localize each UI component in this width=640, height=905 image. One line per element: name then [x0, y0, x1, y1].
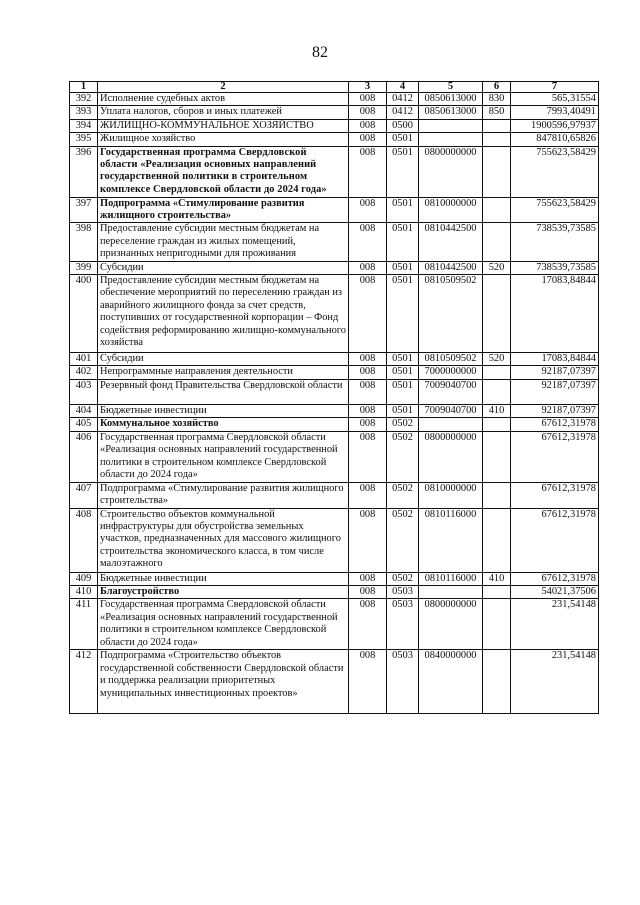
row-name: ЖИЛИЩНО-КОММУНАЛЬНОЕ ХОЗЯЙСТВО: [98, 119, 349, 132]
row-number: 409: [70, 572, 98, 585]
row-col-4: 0501: [387, 275, 419, 353]
row-amount: 231,54148: [511, 650, 599, 714]
row-col-5: 0810116000: [419, 508, 483, 572]
row-number: 406: [70, 431, 98, 482]
row-amount: 738539,73585: [511, 261, 599, 274]
row-col-4: 0501: [387, 133, 419, 146]
row-col-4: 0501: [387, 261, 419, 274]
row-col-6: [483, 599, 511, 650]
row-amount: 847810,65826: [511, 133, 599, 146]
row-name: Исполнение судебных актов: [98, 93, 349, 106]
row-col-5: [419, 133, 483, 146]
row-col-6: [483, 197, 511, 223]
row-number: 396: [70, 146, 98, 197]
row-col-3: 008: [349, 353, 387, 366]
row-name: Подпрограмма «Стимулирование развития жилищного строительства»: [98, 197, 349, 223]
row-name: Подпрограмма «Строительство объектов государственной собственности Свердловской области и поддержка реализации приоритетных муниципальных инвестиционных проектов»: [98, 650, 349, 714]
row-name: Государственная программа Свердловской области «Реализация основных направлений государственной политики в строительном комплексе Свердловской области до 2024 года»: [98, 599, 349, 650]
row-number: 408: [70, 508, 98, 572]
row-col-6: 410: [483, 404, 511, 417]
row-col-5: [419, 418, 483, 431]
row-col-4: 0502: [387, 572, 419, 585]
row-col-3: 008: [349, 119, 387, 132]
row-col-5: 0810442500: [419, 261, 483, 274]
row-col-5: 0800000000: [419, 431, 483, 482]
table-row: [70, 261, 599, 274]
row-col-6: [483, 366, 511, 379]
row-number: 400: [70, 275, 98, 353]
row-col-4: 0502: [387, 482, 419, 508]
row-col-4: 0501: [387, 353, 419, 366]
row-col-6: [483, 223, 511, 261]
row-col-6: [483, 146, 511, 197]
row-col-6: [483, 133, 511, 146]
table-row: [70, 119, 599, 132]
row-col-3: 008: [349, 261, 387, 274]
row-amount: 67612,31978: [511, 431, 599, 482]
row-col-4: 0503: [387, 585, 419, 598]
row-number: 399: [70, 261, 98, 274]
row-number: 393: [70, 106, 98, 119]
row-number: 404: [70, 404, 98, 417]
row-col-3: 008: [349, 650, 387, 714]
header-col-3: 3: [349, 82, 387, 93]
row-amount: 17083,84844: [511, 275, 599, 353]
row-col-5: 0810000000: [419, 482, 483, 508]
header-col-1: 1: [70, 82, 98, 93]
table-row: [70, 508, 599, 572]
header-col-4: 4: [387, 82, 419, 93]
row-amount: 54021,37506: [511, 585, 599, 598]
budget-table: [69, 81, 599, 714]
row-col-3: 008: [349, 379, 387, 404]
row-col-6: [483, 379, 511, 404]
row-amount: 755623,58429: [511, 197, 599, 223]
row-col-5: 0850613000: [419, 93, 483, 106]
row-col-4: 0501: [387, 223, 419, 261]
row-col-5: 0850613000: [419, 106, 483, 119]
row-col-3: 008: [349, 275, 387, 353]
row-col-6: [483, 119, 511, 132]
row-col-3: 008: [349, 404, 387, 417]
row-name: Благоустройство: [98, 585, 349, 598]
row-amount: 231,54148: [511, 599, 599, 650]
row-col-6: 410: [483, 572, 511, 585]
table-row: [70, 418, 599, 431]
row-col-4: 0412: [387, 106, 419, 119]
row-name: Жилищное хозяйство: [98, 133, 349, 146]
row-col-4: 0501: [387, 366, 419, 379]
row-name: Субсидии: [98, 261, 349, 274]
row-number: 395: [70, 133, 98, 146]
row-col-6: [483, 650, 511, 714]
row-col-3: 008: [349, 93, 387, 106]
row-col-3: 008: [349, 366, 387, 379]
row-number: 402: [70, 366, 98, 379]
table-row: [70, 106, 599, 119]
table-row: [70, 146, 599, 197]
row-col-3: 008: [349, 599, 387, 650]
row-name: Уплата налогов, сборов и иных платежей: [98, 106, 349, 119]
table-row: [70, 379, 599, 404]
row-col-3: 008: [349, 223, 387, 261]
row-name: Строительство объектов коммунальной инфраструктуры для обустройства земельных участков, предназначенных для массового жилищного строительства экономического класса, в том числе малоэтажного: [98, 508, 349, 572]
row-number: 407: [70, 482, 98, 508]
row-col-3: 008: [349, 106, 387, 119]
row-col-5: [419, 119, 483, 132]
row-amount: 92187,07397: [511, 366, 599, 379]
row-col-3: 008: [349, 508, 387, 572]
row-col-5: 0840000000: [419, 650, 483, 714]
row-col-6: [483, 275, 511, 353]
table-row: [70, 197, 599, 223]
row-col-5: 0810000000: [419, 197, 483, 223]
row-col-6: 850: [483, 106, 511, 119]
table-row: [70, 585, 599, 598]
row-name: Резервный фонд Правительства Свердловской области: [98, 379, 349, 404]
row-col-3: 008: [349, 133, 387, 146]
row-col-4: 0501: [387, 379, 419, 404]
header-col-5: 5: [419, 82, 483, 93]
row-col-6: [483, 482, 511, 508]
row-name: Бюджетные инвестиции: [98, 404, 349, 417]
row-number: 394: [70, 119, 98, 132]
row-col-5: 7000000000: [419, 366, 483, 379]
table-row: [70, 275, 599, 353]
row-name: Предоставление субсидии местным бюджетам на обеспечение мероприятий по переселению граждан из аварийного жилищного фонда за счет средств, поступивших от государственной корпорации – Фонд содействия реформированию жилищно-коммунального хозяйства: [98, 275, 349, 353]
table-row: [70, 650, 599, 714]
row-amount: 738539,73585: [511, 223, 599, 261]
row-col-4: 0501: [387, 197, 419, 223]
row-col-4: 0412: [387, 93, 419, 106]
row-col-4: 0502: [387, 508, 419, 572]
row-col-5: 0810509502: [419, 275, 483, 353]
table-row: [70, 93, 599, 106]
row-amount: 565,31554: [511, 93, 599, 106]
row-number: 392: [70, 93, 98, 106]
row-amount: 67612,31978: [511, 482, 599, 508]
row-col-3: 008: [349, 572, 387, 585]
table-header-row: [70, 82, 599, 93]
table-row: [70, 223, 599, 261]
row-number: 398: [70, 223, 98, 261]
row-col-4: 0501: [387, 404, 419, 417]
page-number: 82: [312, 44, 328, 61]
header-col-7: 7: [511, 82, 599, 93]
row-col-5: 0800000000: [419, 146, 483, 197]
row-amount: 92187,07397: [511, 404, 599, 417]
row-col-5: 0810442500: [419, 223, 483, 261]
table-body: [70, 93, 599, 714]
row-number: 401: [70, 353, 98, 366]
header-col-6: 6: [483, 82, 511, 93]
table-row: [70, 599, 599, 650]
row-name: Субсидии: [98, 353, 349, 366]
row-col-5: 7009040700: [419, 379, 483, 404]
row-col-5: 7009040700: [419, 404, 483, 417]
row-col-6: 520: [483, 353, 511, 366]
header-col-2: 2: [98, 82, 349, 93]
row-name: Подпрограмма «Стимулирование развития жилищного строительства»: [98, 482, 349, 508]
row-col-4: 0501: [387, 146, 419, 197]
row-col-6: 520: [483, 261, 511, 274]
row-col-6: [483, 508, 511, 572]
row-amount: 67612,31978: [511, 418, 599, 431]
row-amount: 755623,58429: [511, 146, 599, 197]
row-col-6: [483, 431, 511, 482]
table-row: [70, 366, 599, 379]
row-col-3: 008: [349, 431, 387, 482]
row-amount: 17083,84844: [511, 353, 599, 366]
row-amount: 67612,31978: [511, 508, 599, 572]
row-col-4: 0502: [387, 431, 419, 482]
row-col-3: 008: [349, 418, 387, 431]
row-col-4: 0503: [387, 650, 419, 714]
row-col-6: [483, 585, 511, 598]
row-amount: 1900596,97937: [511, 119, 599, 132]
row-number: 411: [70, 599, 98, 650]
row-number: 405: [70, 418, 98, 431]
row-col-5: 0800000000: [419, 599, 483, 650]
row-name: Предоставление субсидии местным бюджетам на переселение граждан из жилых помещений, признанных непригодными для проживания: [98, 223, 349, 261]
row-name: Государственная программа Свердловской области «Реализация основных направлений государственной политики в строительном комплексе Свердловской области до 2024 года»: [98, 146, 349, 197]
row-amount: 92187,07397: [511, 379, 599, 404]
row-col-4: 0500: [387, 119, 419, 132]
row-col-6: 830: [483, 93, 511, 106]
row-name: Коммунальное хозяйство: [98, 418, 349, 431]
table-row: [70, 133, 599, 146]
row-number: 412: [70, 650, 98, 714]
row-col-6: [483, 418, 511, 431]
row-number: 403: [70, 379, 98, 404]
row-col-3: 008: [349, 482, 387, 508]
table-row: [70, 353, 599, 366]
row-col-3: 008: [349, 146, 387, 197]
row-col-5: [419, 585, 483, 598]
table-row: [70, 572, 599, 585]
row-name: Непрограммные направления деятельности: [98, 366, 349, 379]
row-col-3: 008: [349, 585, 387, 598]
row-number: 410: [70, 585, 98, 598]
row-col-5: 0810116000: [419, 572, 483, 585]
row-col-4: 0503: [387, 599, 419, 650]
row-col-5: 0810509502: [419, 353, 483, 366]
row-number: 397: [70, 197, 98, 223]
table-row: [70, 404, 599, 417]
table-row: [70, 431, 599, 482]
row-name: Государственная программа Свердловской области «Реализация основных направлений государственной политики в строительном комплексе Свердловской области до 2024 года»: [98, 431, 349, 482]
row-name: Бюджетные инвестиции: [98, 572, 349, 585]
row-col-4: 0502: [387, 418, 419, 431]
row-col-3: 008: [349, 197, 387, 223]
row-amount: 67612,31978: [511, 572, 599, 585]
table-row: [70, 482, 599, 508]
row-amount: 7993,40491: [511, 106, 599, 119]
